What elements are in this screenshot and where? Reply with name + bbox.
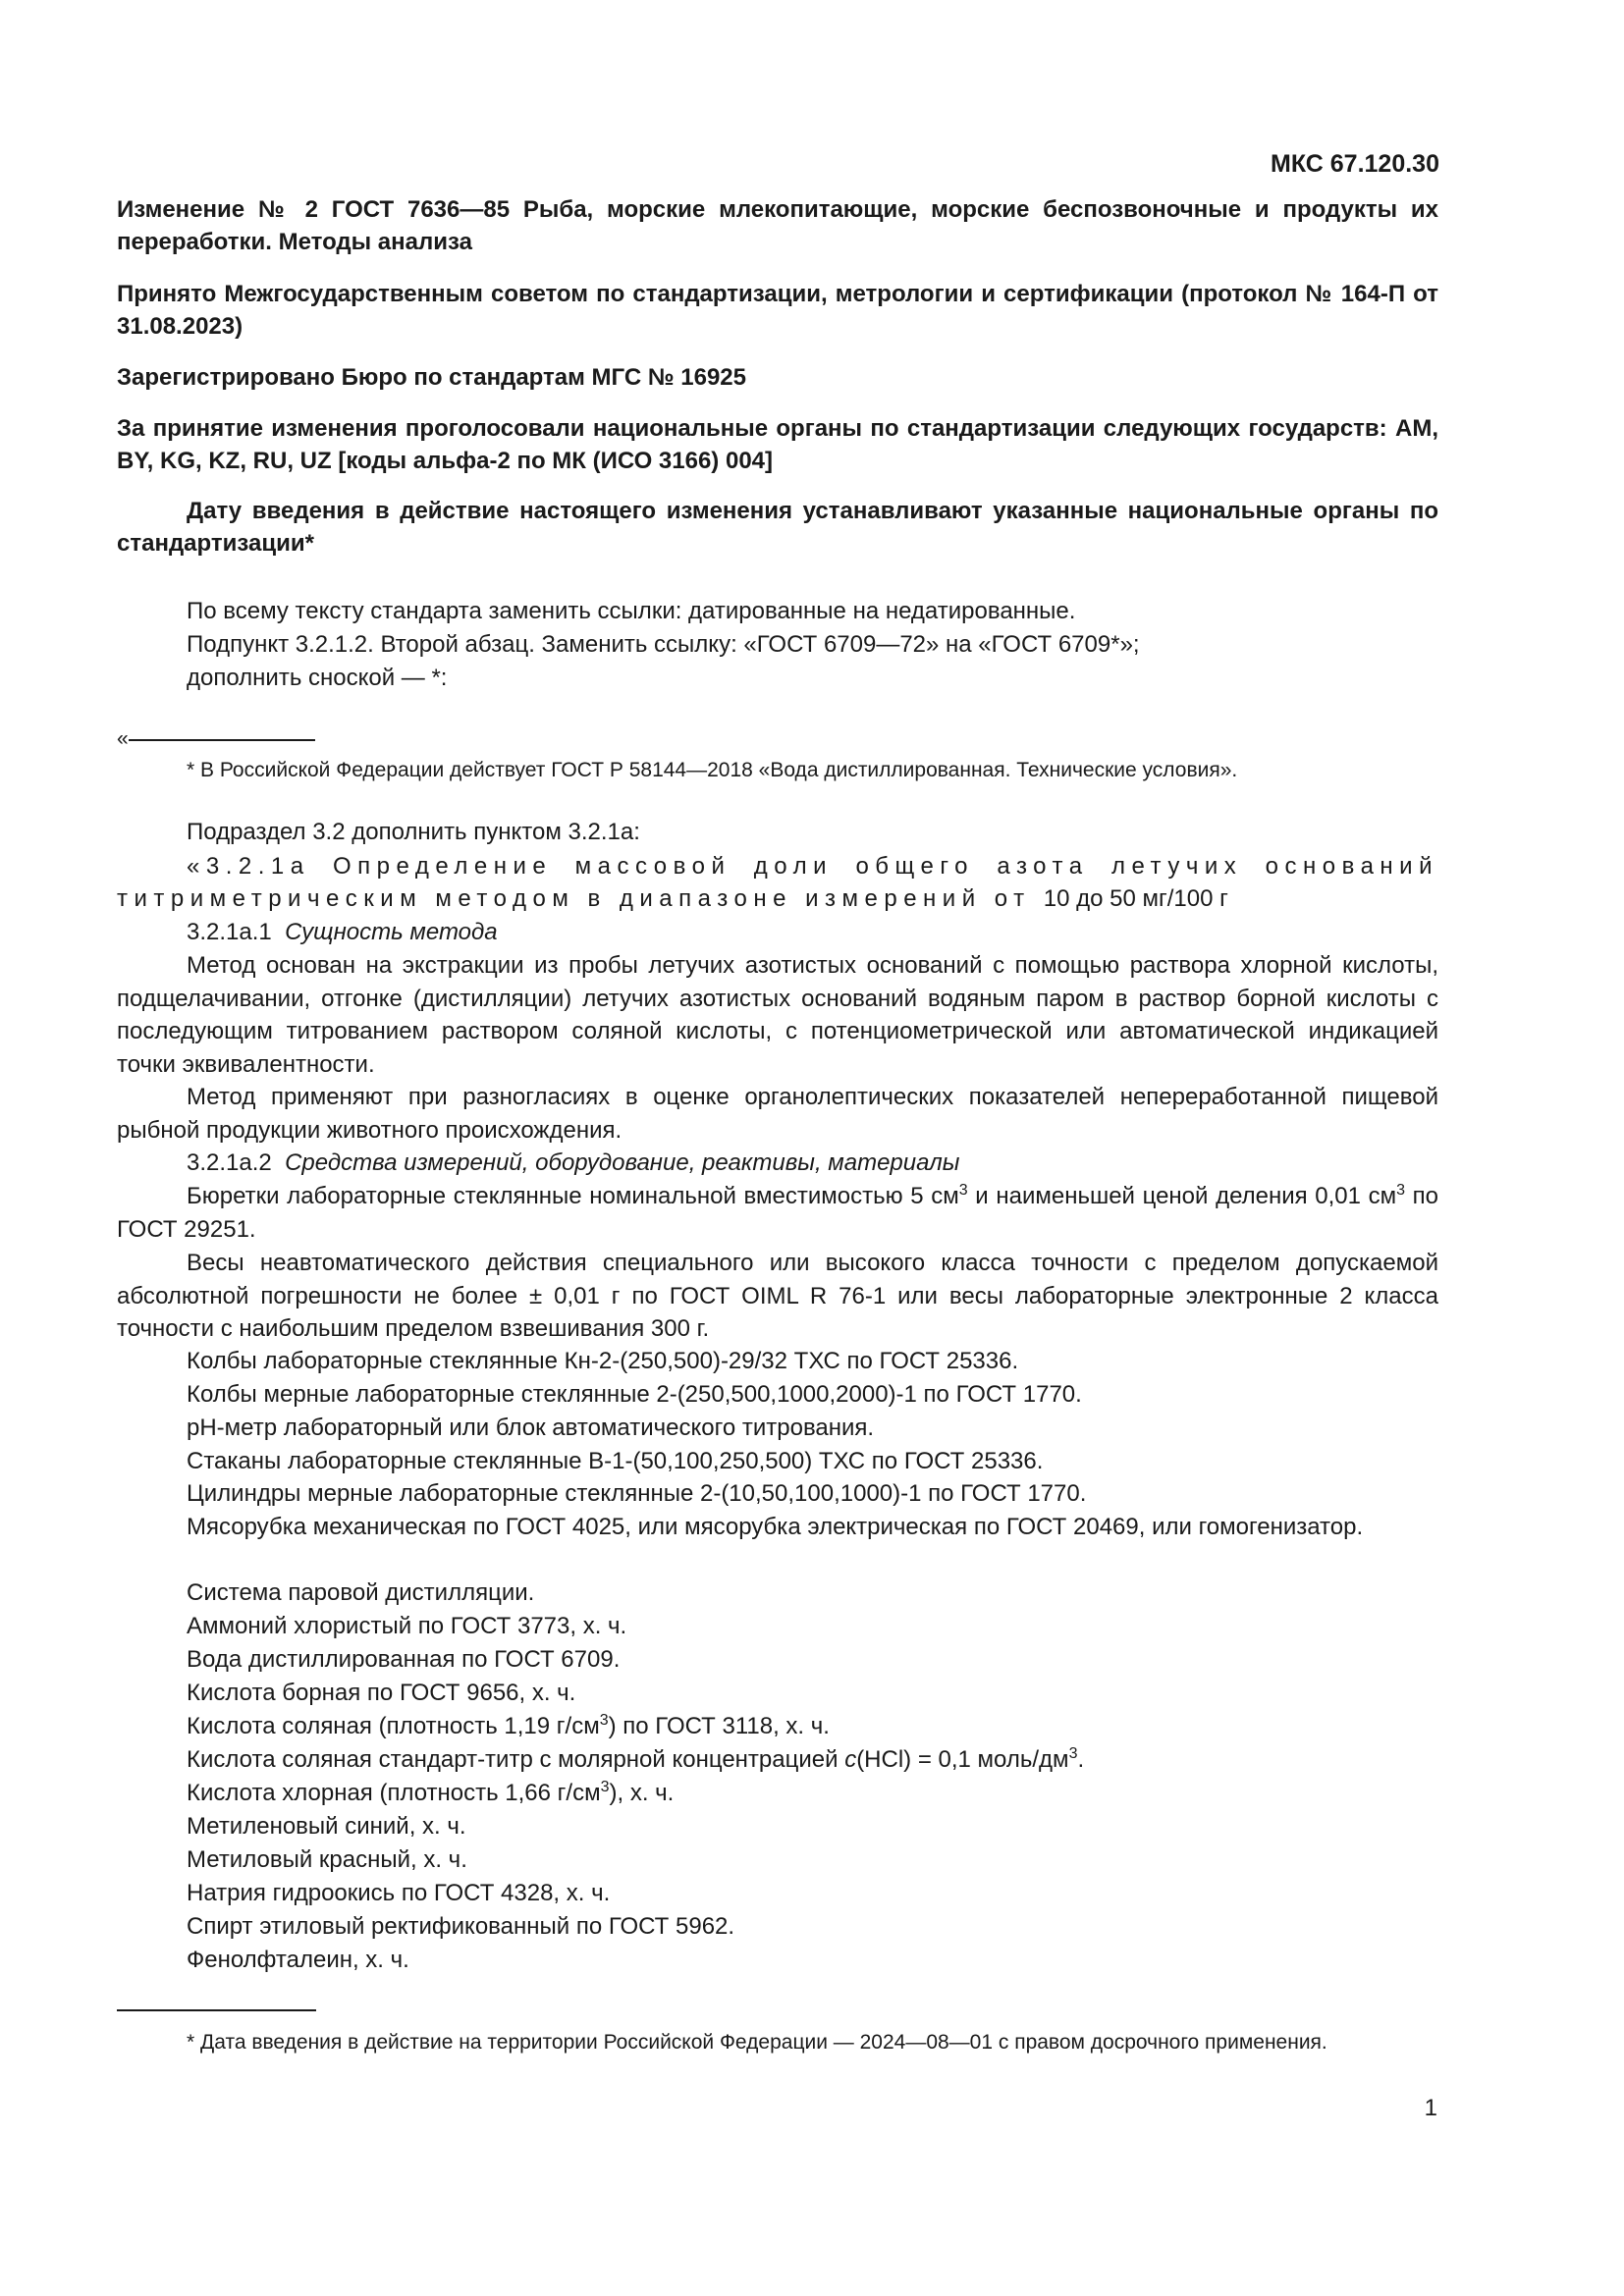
hcl-text-a: Кислота соляная (плотность 1,19 г/см [187,1713,600,1739]
flasks-item: Колбы лабораторные стеклянные Кн-2-(250,500)-29/32 ТХС по ГОСТ 25336. [187,1348,1019,1374]
section-heading-tail: 10 до 50 мг/100 г [1043,885,1228,912]
burettes-item [117,1180,1438,1246]
subsection-1-heading [187,916,498,949]
meat-grinder-item: Мясорубка механическая по ГОСТ 4025, или мясорубка электрическая по ГОСТ 20469, или гомогенизатор. [187,1514,1364,1540]
perchloric-text-a: Кислота хлорная (плотность 1,66 г/см [187,1780,601,1806]
phenolphthalein-item: Фенолфталеин, х. ч. [187,1947,409,1973]
intro-line-3: дополнить сноской — *: [187,665,448,691]
subsection-2-number: 3.2.1а.2 [187,1149,272,1176]
hcl-titr-text-a: Кислота соляная стандарт-титр с молярной концентрацией [187,1746,845,1773]
amendment-title: Изменение № 2 ГОСТ 7636—85 Рыба, морские млекопитающие, морские беспозвоночные и продукты их переработки. Методы анализа [117,196,1438,255]
subsection-2-title: Средства измерений, оборудование, реактивы, материалы [285,1149,960,1176]
beakers-item: Стаканы лабораторные стеклянные В-1-(50,100,250,500) ТХС по ГОСТ 25336. [187,1448,1044,1474]
hcl-titr-c: c [844,1746,857,1773]
intro-line-1: По всему тексту стандарта заменить ссылки: датированные на недатированные. [187,598,1076,624]
subsection-1-title: Сущность метода [285,919,498,945]
page-number: 1 [1424,2095,1437,2121]
footnote-rule [117,2009,316,2011]
steam-system-item: Система паровой дистилляции. [187,1579,535,1606]
cylinders-item: Цилиндры мерные лабораторные стеклянные 2-(10,50,100,1000)-1 по ГОСТ 1770. [187,1480,1087,1507]
mks-code: МКС 67.120.30 [1271,150,1439,178]
ph-meter-item: pH-метр лабораторный или блок автоматического титрования. [187,1415,875,1441]
ethanol-item: Спирт этиловый ректификованный по ГОСТ 5962. [187,1913,735,1940]
effective-date-statement: Дату введения в действие настоящего изменения устанавливают указанные национальные органы по стандартизации* [117,498,1438,557]
burettes-text-b: и наименьшей ценой деления 0,01 см [967,1183,1397,1209]
section-heading [117,850,1438,915]
section-lead: Подраздел 3.2 дополнить пунктом 3.2.1а: [187,819,640,845]
burettes-text-a: Бюретки лабораторные стеклянные номинальной вместимостью 5 см [187,1183,959,1209]
registered-statement: Зарегистрировано Бюро по стандартам МГС № 16925 [117,364,746,391]
burettes-sup-2: 3 [1396,1182,1406,1199]
inner-footnote-rule [129,739,315,741]
perchloric-item [187,1777,674,1810]
scales-item: Весы неавтоматического действия специального или высокого класса точности с пределом допускаемой абсолютной погрешности не более ± 0,01 г по ГОСТ OIML R 76-1 или весы лабораторные электронные 2 класса точности с наибольшим пределом взвешивания 300 г. [117,1250,1438,1342]
hcl-sup: 3 [599,1712,609,1729]
ammonium-item: Аммоний хлористый по ГОСТ 3773, х. ч. [187,1613,627,1639]
perchloric-text-b: ), х. ч. [609,1780,675,1806]
hcl-titr-item [187,1743,1084,1777]
burettes-sup-1: 3 [958,1182,968,1199]
voting-statement: За принятие изменения проголосовали национальные органы по стандартизации следующих государств: AM, BY, KG, KZ, RU, UZ [коды альфа-2 по МК (ИСО 3166) 004] [117,415,1438,474]
section-heading-spaced: «3.2.1а Определение массовой доли общего азота летучих оснований титриметрическим методом в диапазоне измерений от [117,853,1438,912]
page-footnote: * Дата введения в действие на территории Российской Федерации — 2024—08—01 с правом досрочного применения. [187,2031,1327,2054]
burettes-text-c: по ГОСТ 29251. [117,1183,1438,1243]
naoh-item: Натрия гидроокись по ГОСТ 4328, х. ч. [187,1880,611,1906]
inner-footnote: * В Российской Федерации действует ГОСТ Р 58144—2018 «Вода дистиллированная. Технические условия». [187,759,1238,781]
accepted-statement: Принято Межгосударственным советом по стандартизации, метрологии и сертификации (протокол № 164-П от 31.08.2023) [117,281,1438,340]
volumetric-flasks-item: Колбы мерные лабораторные стеклянные 2-(250,500,1000,2000)-1 по ГОСТ 1770. [187,1381,1082,1408]
methylene-blue-item: Метиленовый синий, х. ч. [187,1813,466,1840]
hcl-titr-end: . [1077,1746,1085,1773]
subsection-2-heading [187,1147,959,1180]
hcl-item [187,1710,830,1743]
perchloric-sup: 3 [600,1779,610,1795]
method-principle-paragraph: Метод основан на экстракции из пробы летучих азотистых оснований с помощью раствора хлорной кислоты, подщелачивании, отгонке (дистилляции) летучих азотистых оснований водяным паром в раствор борной кислоты с последующим титрованием раствором соляной кислоты, с потенциометрической или автоматической индикацией точки эквивалентности. [117,952,1438,1078]
subsection-1-number: 3.2.1а.1 [187,919,272,945]
boric-acid-item: Кислота борная по ГОСТ 9656, х. ч. [187,1680,576,1706]
method-application-paragraph: Метод применяют при разногласиях в оценке органолептических показателей непереработанной пищевой рыбной продукции животного происхождения. [117,1084,1438,1144]
water-item: Вода дистиллированная по ГОСТ 6709. [187,1646,621,1673]
methyl-red-item: Метиловый красный, х. ч. [187,1846,467,1873]
hcl-text-b: ) по ГОСТ 3118, х. ч. [608,1713,830,1739]
hcl-titr-sup: 3 [1068,1745,1078,1762]
quote-open: « [117,727,129,750]
hcl-titr-text-b: (HCl) = 0,1 моль/дм [856,1746,1069,1773]
intro-line-2: Подпункт 3.2.1.2. Второй абзац. Заменить ссылку: «ГОСТ 6709—72» на «ГОСТ 6709*»; [187,631,1140,658]
